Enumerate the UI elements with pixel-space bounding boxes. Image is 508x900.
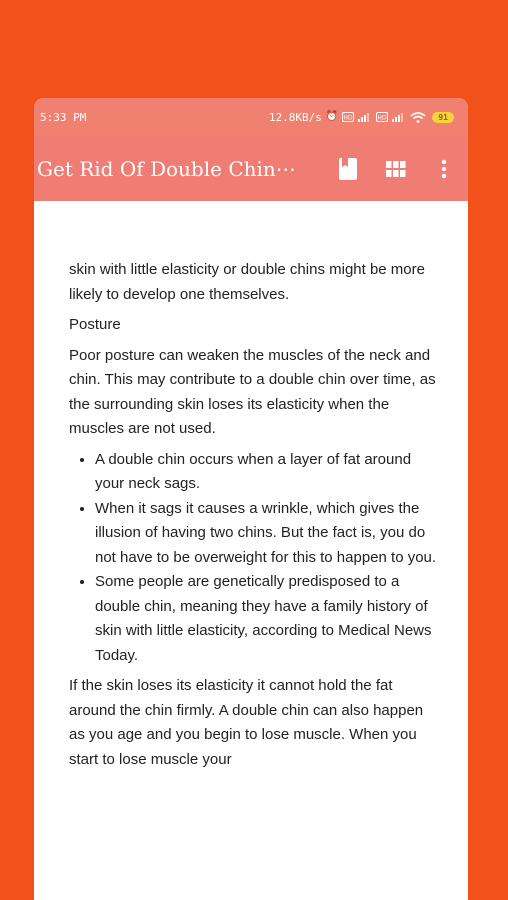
bullet-item: • A double chin occurs when a layer of fat around your neck sags.	[95, 448, 438, 497]
status-bar	[34, 98, 468, 136]
section-heading: Posture	[69, 316, 121, 333]
signal-icon	[358, 112, 372, 122]
article-intro: skin with little elasticity or double chins might be more likely to develop one themselves.	[69, 261, 425, 303]
signal-icon	[392, 112, 406, 122]
app-bar	[34, 136, 468, 201]
phone-screen	[34, 98, 468, 900]
bullet-item: • Some people are genetically predisposed to a double chin, meaning they have a family history of skin with little elasticity, according to Medical News Today.	[95, 570, 438, 668]
article-paragraph: If the skin loses its elasticity it cannot hold the fat around the chin firmly. A double chin can also happen as you age and you begin to lose muscle. When you start to lose muscle your	[69, 677, 424, 768]
status-indicators	[269, 111, 454, 124]
network-speed: 12.8KB/s	[268, 110, 322, 124]
article-paragraph: Poor posture can weaken the muscles of the neck and chin. This may contribute to a double chin over time, as the surrounding skin loses its elasticity when the muscles are not used.	[69, 346, 436, 437]
article-content	[69, 258, 438, 778]
app-title: Get Rid Of Double Chin⋯	[37, 156, 296, 181]
svg-text:HD: HD	[377, 114, 387, 122]
status-time: 5:33 PM	[40, 110, 87, 124]
bookmark-icon	[339, 158, 357, 180]
grid-view-button[interactable]	[372, 145, 420, 193]
app-bar-actions	[324, 145, 468, 193]
svg-text:HD: HD	[343, 114, 353, 122]
hd-icon	[376, 112, 388, 122]
grid-icon	[386, 161, 406, 177]
alarm-icon: ⏰	[325, 111, 339, 122]
bullet-item: • When it sags it causes a wrinkle, which gives the illusion of having two chins. But the fact is, you do not have to be overweight for this to happen to you.	[95, 497, 438, 571]
more-vert-icon	[441, 159, 447, 179]
hd-icon	[342, 112, 354, 122]
more-options-button[interactable]	[420, 145, 468, 193]
wifi-icon	[410, 112, 426, 123]
bullet-list	[69, 448, 438, 669]
bookmark-button[interactable]	[324, 145, 372, 193]
battery-indicator: 91	[432, 112, 454, 123]
